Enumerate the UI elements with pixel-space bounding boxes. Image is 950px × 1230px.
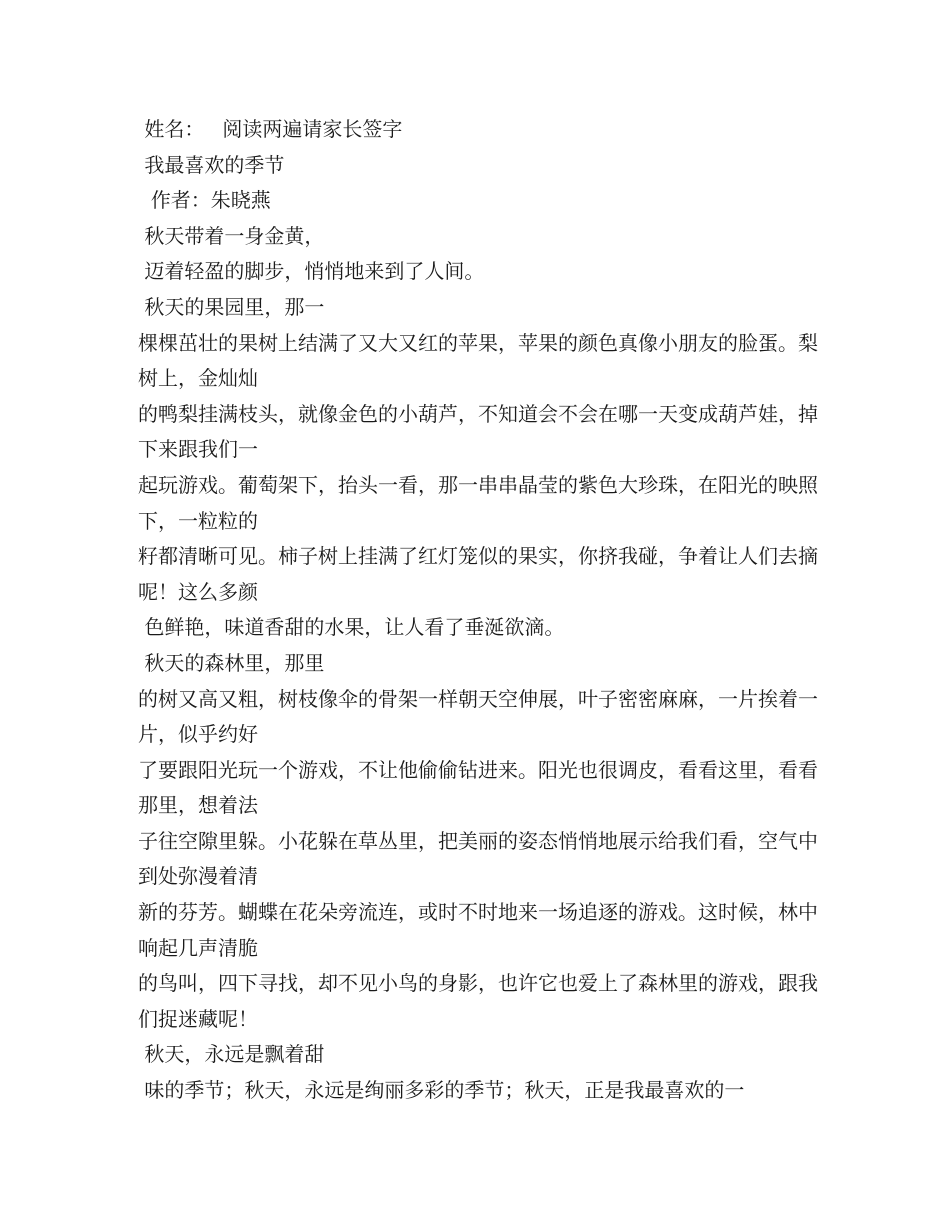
paragraph-line: 新的芬芳。蝴蝶在花朵旁流连，或时不时地来一场追逐的游戏。这时候，林中响起几声清脆 [138, 900, 818, 960]
essay-author: 作者：朱晓燕 [138, 188, 271, 213]
header-line [138, 112, 828, 148]
paragraph-line: 秋天，永远是飘着甜 [138, 1042, 325, 1067]
paragraph-line: 的鸟叫，四下寻找，却不见小鸟的身影，也许它也爱上了森林里的游戏，跟我们捉迷藏呢！ [138, 971, 818, 1031]
paragraph-line: 秋天的森林里，那里 [138, 650, 325, 675]
paragraph-line: 秋天的果园里，那一 [138, 294, 325, 319]
paragraph-line: 的鸭梨挂满枝头，就像金色的小葫芦，不知道会不会在哪一天变成葫芦娃，掉下来跟我们一 [138, 401, 818, 462]
name-label: 姓名： [138, 117, 205, 141]
paragraph-line: 棵棵茁壮的果树上结满了又大又红的苹果，苹果的颜色真像小朋友的脸蛋。梨树上，金灿灿 [138, 330, 818, 391]
paragraph-line: 味的季节；秋天，永远是绚丽多彩的季节；秋天，正是我最喜欢的一 [138, 1078, 745, 1103]
paragraph-line: 籽都清晰可见。柿子树上挂满了红灯笼似的果实，你挤我碰，争着让人们去摘呢！这么多颜 [138, 544, 818, 604]
paragraph-line: 的树又高又粗，树枝像伞的骨架一样朝天空伸展，叶子密密麻麻，一片挨着一片，似乎约好 [138, 686, 818, 747]
paragraph-line: 秋天带着一身金黄， [138, 223, 325, 248]
paragraph-line: 起玩游戏。葡萄架下，抬头一看，那一串串晶莹的紫色大珍珠，在阳光的映照下，一粒粒的 [138, 472, 818, 533]
signature-instruction: 阅读两遍请家长签字 [222, 117, 403, 141]
document-body [138, 112, 828, 1109]
paragraph-line: 色鲜艳，味道香甜的水果，让人看了垂涎欲滴。 [138, 615, 565, 640]
essay-title: 我最喜欢的季节 [138, 152, 285, 177]
paragraph-line: 了要跟阳光玩一个游戏，不让他偷偷钻进来。阳光也很调皮，看看这里，看看那里，想着法 [138, 757, 818, 818]
paragraph-line: 子往空隙里躲。小花躲在草丛里，把美丽的姿态悄悄地展示给我们看，空气中到处弥漫着清 [138, 828, 818, 889]
paragraph-line: 迈着轻盈的脚步，悄悄地来到了人间。 [138, 259, 485, 284]
